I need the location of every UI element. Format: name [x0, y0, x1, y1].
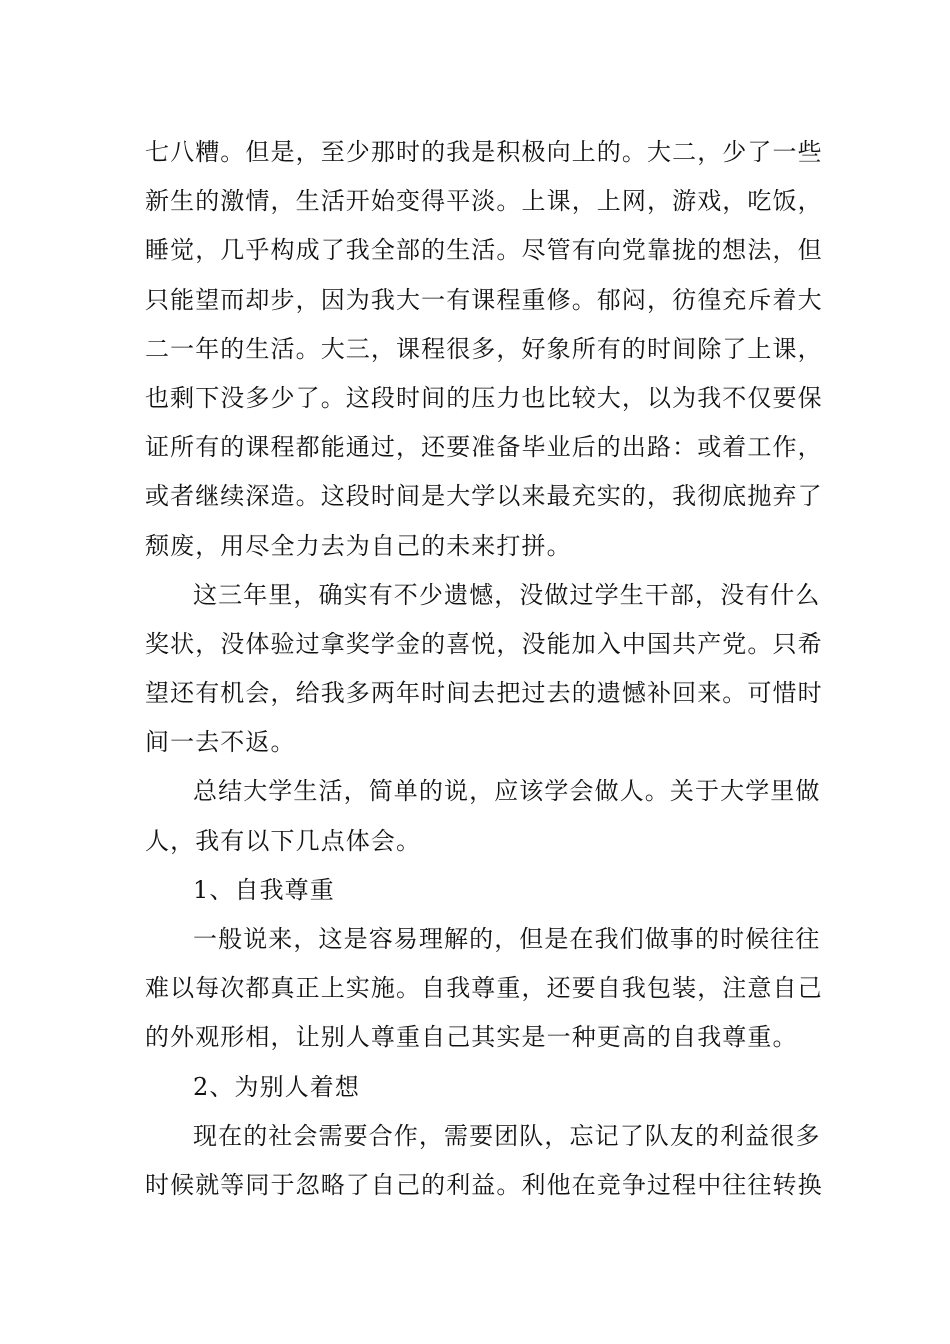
text-line: 一般说来，这是容易理解的，但是在我们做事的时候往往 — [193, 925, 821, 953]
text-line: 这三年里，确实有不少遗憾，没做过学生干部，没有什么 — [193, 580, 821, 609]
text-line: 只能望而却步，因为我大一有课程重修。郁闷，彷徨充斥着大 — [145, 285, 823, 314]
text-line: 总结大学生活，简单的说，应该学会做人。关于大学里做 — [193, 777, 821, 806]
text-line: 新生的激情，生活开始变得平淡。上课，上网，游戏，吃饭， — [145, 187, 823, 216]
text-line: 奖状，没体验过拿奖学金的喜悦，没能加入中国共产党。只希 — [145, 629, 823, 658]
section-heading: 1、自我尊重 — [193, 875, 335, 904]
text-line: 也剩下没多少了。这段时间的压力也比较大，以为我不仅要保 — [145, 383, 823, 412]
text-line: 颓废，用尽全力去为自己的未来打拼。 — [145, 531, 572, 560]
text-line: 七八糟。但是，至少那时的我是积极向上的。大二，少了一些 — [145, 138, 823, 166]
document-body — [145, 128, 823, 1210]
text-line: 二一年的生活。大三，课程很多，好象所有的时间除了上课， — [145, 334, 823, 363]
text-line: 现在的社会需要合作，需要团队，忘记了队友的利益很多 — [193, 1121, 821, 1150]
text-line: 证所有的课程都能通过，还要准备毕业后的出路：或着工作， — [145, 433, 823, 462]
text-line: 难以每次都真正上实施。自我尊重，还要自我包装，注意自己 — [145, 974, 823, 1003]
text-line: 的外观形相，让别人尊重自己其实是一种更高的自我尊重。 — [145, 1023, 798, 1052]
text-line: 人，我有以下几点体会。 — [145, 826, 422, 855]
text-line: 睡觉，几乎构成了我全部的生活。尽管有向党靠拢的想法，但 — [145, 236, 823, 265]
text-line: 时候就等同于忽略了自己的利益。利他在竞争过程中往往转换 — [145, 1170, 823, 1199]
section-heading: 2、为别人着想 — [193, 1072, 360, 1101]
text-line: 望还有机会，给我多两年时间去把过去的遗憾补回来。可惜时 — [145, 679, 823, 708]
text-line: 或者继续深造。这段时间是大学以来最充实的，我彻底抛弃了 — [145, 482, 823, 511]
text-line: 间一去不返。 — [145, 728, 296, 757]
